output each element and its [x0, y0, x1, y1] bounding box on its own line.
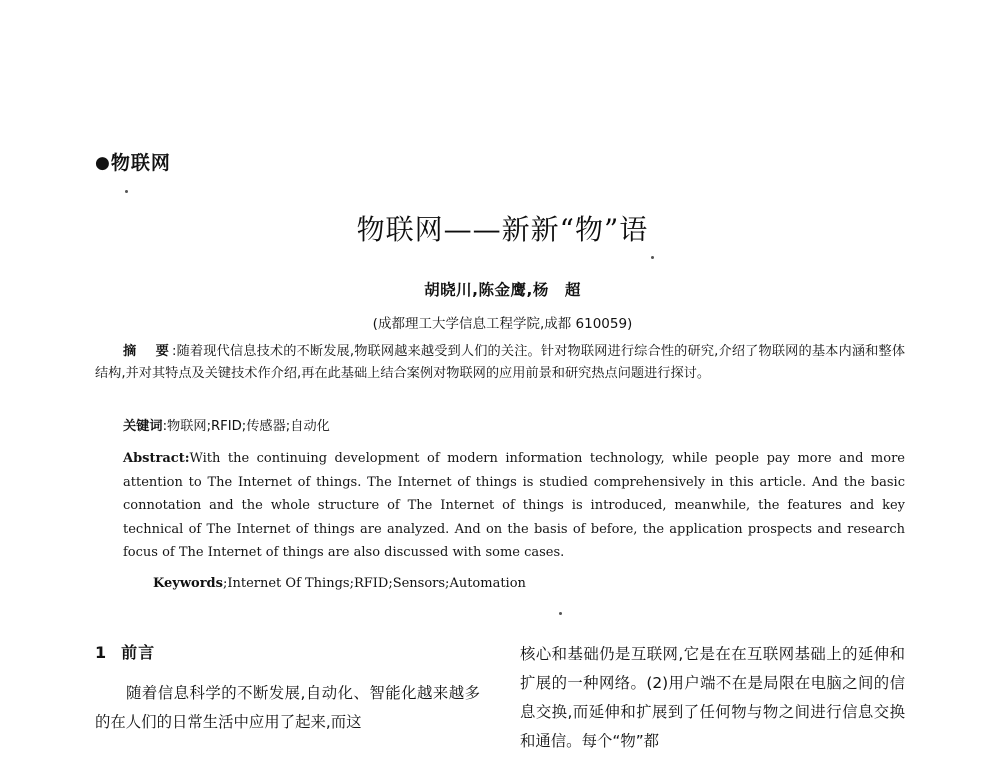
section-heading-1 [95, 640, 480, 663]
paragraph-right-continued: 核心和基础仍是互联网,它是在在互联网基础上的延伸和扩展的一种网络。(2)用户端不在是局限在电脑之间的信息交换,而延伸和扩展到了任何物与物之间进行信息交换和通信。每个“物”都 [520, 645, 905, 750]
section-tag-label: 物联网 [110, 152, 171, 174]
page-title: 物联网——新新“物”语 [356, 213, 649, 246]
keywords-chinese [123, 416, 903, 437]
paragraph-intro: 随着信息科学的不断发展,自动化、智能化越来越多的在人们的日常生活中应用了起来,而这 [95, 684, 480, 731]
body-column-right [520, 640, 905, 756]
bullet-icon: ● [95, 153, 111, 173]
abstract-english-text: With the continuing development of modern information technology, while people pay more and more attention to The Internet of things. The Internet of things is studied comprehensively in this article. And the basic connotation and the whole structure of The Internet of things is introduced, meanwhile, the features and key technical of The Internet of things are analyzed. And on the basis of before, the application prospects and research focus of The Internet of things are also discussed with some cases. [123, 451, 905, 560]
body-column-left [95, 640, 480, 737]
scan-speck [651, 256, 654, 259]
page-content [95, 0, 910, 760]
authors-line: 胡晓川,陈金鹰,杨 超 [424, 281, 581, 299]
affiliation-line: (成都理工大学信息工程学院,成都 610059) [372, 316, 633, 332]
scan-speck [125, 190, 128, 193]
keywords-english [153, 574, 893, 594]
section-number: 1 [95, 643, 108, 662]
abstract-chinese [95, 341, 905, 385]
keywords-english-label: Keywords [153, 576, 223, 591]
abstract-english-label: Abstract: [123, 451, 190, 466]
section-tag [95, 148, 171, 175]
keywords-english-text: ;Internet Of Things;RFID;Sensors;Automation [222, 576, 526, 591]
section-heading-label: 前言 [121, 643, 156, 662]
keywords-chinese-label: 关键词 [123, 419, 163, 434]
abstract-english [123, 447, 905, 565]
keywords-chinese-text: :物联网;RFID;传感器;自动化 [162, 419, 330, 434]
abstract-chinese-text: :随着现代信息技术的不断发展,物联网越来越受到人们的关注。针对物联网进行综合性的研究,介绍了物联网的基本内涵和整体结构,并对其特点及关键技术作介绍,再在此基础上结合案例对物联网的应用前景和研究热点问题进行探讨。 [95, 344, 905, 381]
scan-speck [559, 612, 562, 615]
abstract-chinese-label: 摘 要 [123, 344, 172, 359]
